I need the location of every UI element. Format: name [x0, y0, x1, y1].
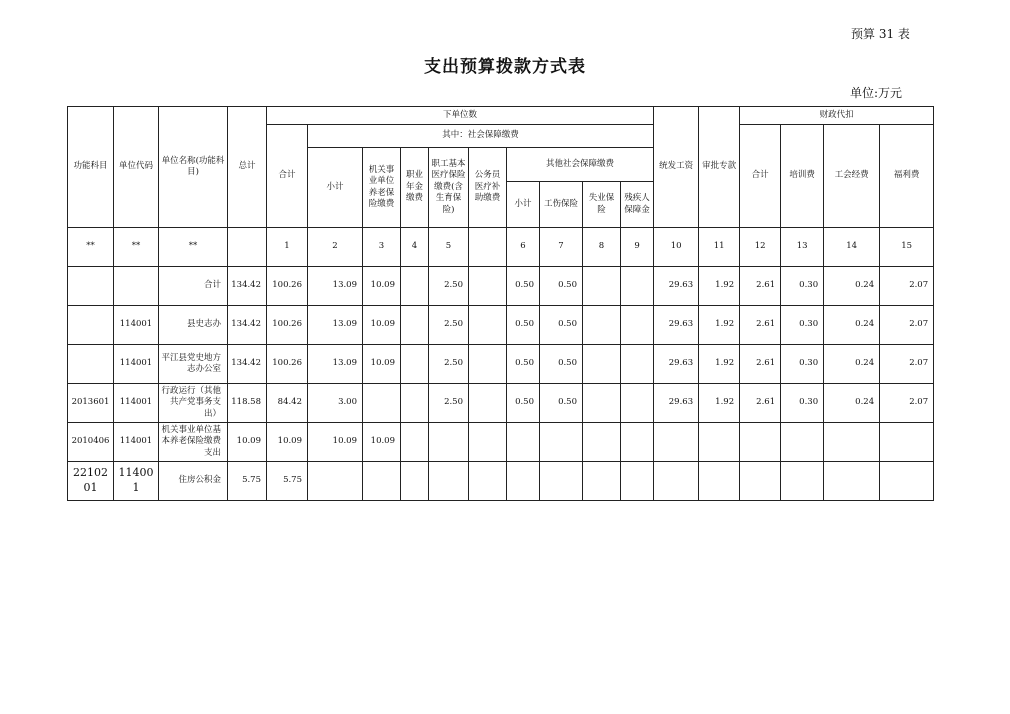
table-cell [68, 306, 114, 345]
table-cell: 0.50 [540, 267, 583, 306]
table-cell [781, 462, 824, 501]
header-jiguan: 机关事业单位养老保险缴费 [363, 148, 401, 228]
table-cell [621, 306, 654, 345]
table-cell: 29.63 [654, 306, 699, 345]
table-cell [540, 423, 583, 462]
table-cell [880, 423, 934, 462]
table-cell [401, 423, 429, 462]
table-cell: 平江县党史地方志办公室 [159, 345, 228, 384]
table-cell: 2.50 [429, 306, 469, 345]
table-cell [469, 306, 507, 345]
table-cell [429, 423, 469, 462]
table-cell: 2.50 [429, 345, 469, 384]
table-cell [469, 423, 507, 462]
table-cell: 0.30 [781, 384, 824, 423]
table-cell [68, 345, 114, 384]
table-cell: 2.61 [740, 345, 781, 384]
table-cell [621, 384, 654, 423]
table-cell: 2.07 [880, 384, 934, 423]
table-cell: 114001 [114, 384, 159, 423]
table-cell: 0.50 [507, 267, 540, 306]
header-fuli: 福利费 [880, 125, 934, 228]
table-cell [469, 384, 507, 423]
unit-label: 单位:万元 [850, 86, 903, 100]
table-cell [621, 267, 654, 306]
table-cell: 100.26 [267, 345, 308, 384]
table-cell: 0.50 [507, 384, 540, 423]
table-cell [699, 423, 740, 462]
table-cell: 2.50 [429, 267, 469, 306]
header-gonghui: 工会经费 [824, 125, 880, 228]
column-index-cell: ** [159, 228, 228, 267]
column-index-cell: 11 [699, 228, 740, 267]
table-cell: 0.30 [781, 306, 824, 345]
column-index-cell: 5 [429, 228, 469, 267]
table-cell: 县史志办 [159, 306, 228, 345]
table-cell [68, 267, 114, 306]
header-qita-xiaoji: 小计 [507, 182, 540, 228]
table-cell [469, 267, 507, 306]
table-cell: 0.50 [540, 384, 583, 423]
table-cell [114, 267, 159, 306]
table-cell: 13.09 [308, 306, 363, 345]
table-cell: 2.61 [740, 306, 781, 345]
table-cell: 10.09 [308, 423, 363, 462]
table-cell [880, 462, 934, 501]
table-cell: 29.63 [654, 384, 699, 423]
table-cell: 100.26 [267, 267, 308, 306]
header-zhigong: 职工基本医疗保险缴费(含生育保险) [429, 148, 469, 228]
table-row [68, 267, 934, 306]
column-index-cell: 9 [621, 228, 654, 267]
table-cell [583, 423, 621, 462]
column-index-cell: 12 [740, 228, 781, 267]
table-cell [308, 462, 363, 501]
table-cell [654, 423, 699, 462]
table-cell: 住房公积金 [159, 462, 228, 501]
table-cell [401, 306, 429, 345]
table-cell [363, 462, 401, 501]
table-cell: 3.00 [308, 384, 363, 423]
column-index-cell: 4 [401, 228, 429, 267]
table-cell [401, 267, 429, 306]
table-cell: 29.63 [654, 267, 699, 306]
table-cell [621, 345, 654, 384]
table-cell: 0.50 [507, 345, 540, 384]
header-gongshang: 工伤保险 [540, 182, 583, 228]
header-unit-name: 单位名称(功能科目) [159, 107, 228, 228]
table-cell: 114001 [114, 423, 159, 462]
table-cell [583, 345, 621, 384]
header-canji: 残疾人保障金 [621, 182, 654, 228]
table-cell: 134.42 [228, 345, 267, 384]
table-cell [583, 462, 621, 501]
table-cell [824, 462, 880, 501]
table-cell [654, 462, 699, 501]
column-index-cell: 13 [781, 228, 824, 267]
table-cell: 2.50 [429, 384, 469, 423]
table-cell [621, 462, 654, 501]
table-cell [824, 423, 880, 462]
table-cell: 29.63 [654, 345, 699, 384]
header-total: 总计 [228, 107, 267, 228]
table-cell: 10.09 [267, 423, 308, 462]
table-cell: 0.30 [781, 345, 824, 384]
page-number: 预算 31 表 [851, 27, 910, 41]
table-cell: 机关事业单位基本养老保险缴费支出 [159, 423, 228, 462]
column-index-cell: 15 [880, 228, 934, 267]
table-cell: 2210201 [68, 462, 114, 501]
header-caizheng: 财政代扣 [740, 107, 934, 125]
table-cell: 2.07 [880, 267, 934, 306]
table-cell: 10.09 [363, 345, 401, 384]
table-cell: 100.26 [267, 306, 308, 345]
table-cell: 1.92 [699, 384, 740, 423]
table-cell: 10.09 [363, 423, 401, 462]
table-cell: 0.24 [824, 345, 880, 384]
header-qita: 其他社会保障缴费 [507, 148, 654, 182]
table-cell: 0.50 [540, 345, 583, 384]
table-row [68, 423, 934, 462]
table-cell: 0.50 [507, 306, 540, 345]
column-index-cell: 8 [583, 228, 621, 267]
table-cell: 10.09 [363, 306, 401, 345]
column-index-cell: 10 [654, 228, 699, 267]
table-cell: 114001 [114, 462, 159, 501]
header-xiaoji: 小计 [308, 148, 363, 228]
table-cell: 5.75 [267, 462, 308, 501]
table-cell [507, 423, 540, 462]
table-cell: 0.24 [824, 306, 880, 345]
table-cell: 84.42 [267, 384, 308, 423]
column-index-cell: 2 [308, 228, 363, 267]
table-cell [583, 306, 621, 345]
table-cell: 13.09 [308, 267, 363, 306]
table-cell [401, 345, 429, 384]
table-cell [699, 462, 740, 501]
header-shenpi: 审批专款 [699, 107, 740, 228]
table-cell [740, 462, 781, 501]
table-cell: 118.58 [228, 384, 267, 423]
table-cell: 10.09 [363, 267, 401, 306]
table-row [68, 345, 934, 384]
header-zhiye: 职业年金缴费 [401, 148, 429, 228]
table-cell: 合计 [159, 267, 228, 306]
table-cell [781, 423, 824, 462]
table-cell: 0.50 [540, 306, 583, 345]
header-heji: 合计 [267, 125, 308, 228]
table-cell: 2.07 [880, 306, 934, 345]
table-cell [583, 384, 621, 423]
table-cell [469, 462, 507, 501]
column-index-cell: 7 [540, 228, 583, 267]
table-row [68, 384, 934, 423]
table-cell: 2.61 [740, 384, 781, 423]
table-cell: 2013601 [68, 384, 114, 423]
header-gongwuyuan: 公务员医疗补助缴费 [469, 148, 507, 228]
table-cell [401, 384, 429, 423]
budget-table [67, 106, 934, 501]
table-cell: 13.09 [308, 345, 363, 384]
table-cell: 114001 [114, 345, 159, 384]
table-cell [429, 462, 469, 501]
table-cell: 0.24 [824, 384, 880, 423]
table-cell [363, 384, 401, 423]
table-cell: 0.24 [824, 267, 880, 306]
column-index-cell: ** [114, 228, 159, 267]
table-cell: 5.75 [228, 462, 267, 501]
table-cell [740, 423, 781, 462]
table-cell: 2.07 [880, 345, 934, 384]
table-cell [401, 462, 429, 501]
header-qizhong: 其中：社会保障缴费 [308, 125, 654, 148]
table-cell: 0.30 [781, 267, 824, 306]
column-index-cell: 1 [267, 228, 308, 267]
table-cell [507, 462, 540, 501]
column-index-cell [469, 228, 507, 267]
table-cell [469, 345, 507, 384]
column-index-row [68, 228, 934, 267]
table-cell: 1.92 [699, 306, 740, 345]
page-title: 支出预算拨款方式表 [424, 57, 586, 77]
table-cell [621, 423, 654, 462]
header-cz-heji: 合计 [740, 125, 781, 228]
table-cell: 2.61 [740, 267, 781, 306]
header-func-subject: 功能科目 [68, 107, 114, 228]
column-index-cell: 6 [507, 228, 540, 267]
column-index-cell: 3 [363, 228, 401, 267]
table-cell: 134.42 [228, 267, 267, 306]
table-cell: 1.92 [699, 267, 740, 306]
table-cell: 134.42 [228, 306, 267, 345]
header-peixun: 培训费 [781, 125, 824, 228]
table-cell: 2010406 [68, 423, 114, 462]
table-row [68, 306, 934, 345]
column-index-cell: 14 [824, 228, 880, 267]
table-cell: 1.92 [699, 345, 740, 384]
table-cell: 114001 [114, 306, 159, 345]
table-cell: 行政运行（其他共产党事务支出） [159, 384, 228, 423]
header-shiye: 失业保险 [583, 182, 621, 228]
header-xiadanwei: 下单位数 [267, 107, 654, 125]
table-cell [583, 267, 621, 306]
table-cell: 10.09 [228, 423, 267, 462]
column-index-cell: ** [68, 228, 114, 267]
table-row [68, 462, 934, 501]
column-index-cell [228, 228, 267, 267]
table-cell [540, 462, 583, 501]
header-tongfa: 统发工资 [654, 107, 699, 228]
header-unit-code: 单位代码 [114, 107, 159, 228]
